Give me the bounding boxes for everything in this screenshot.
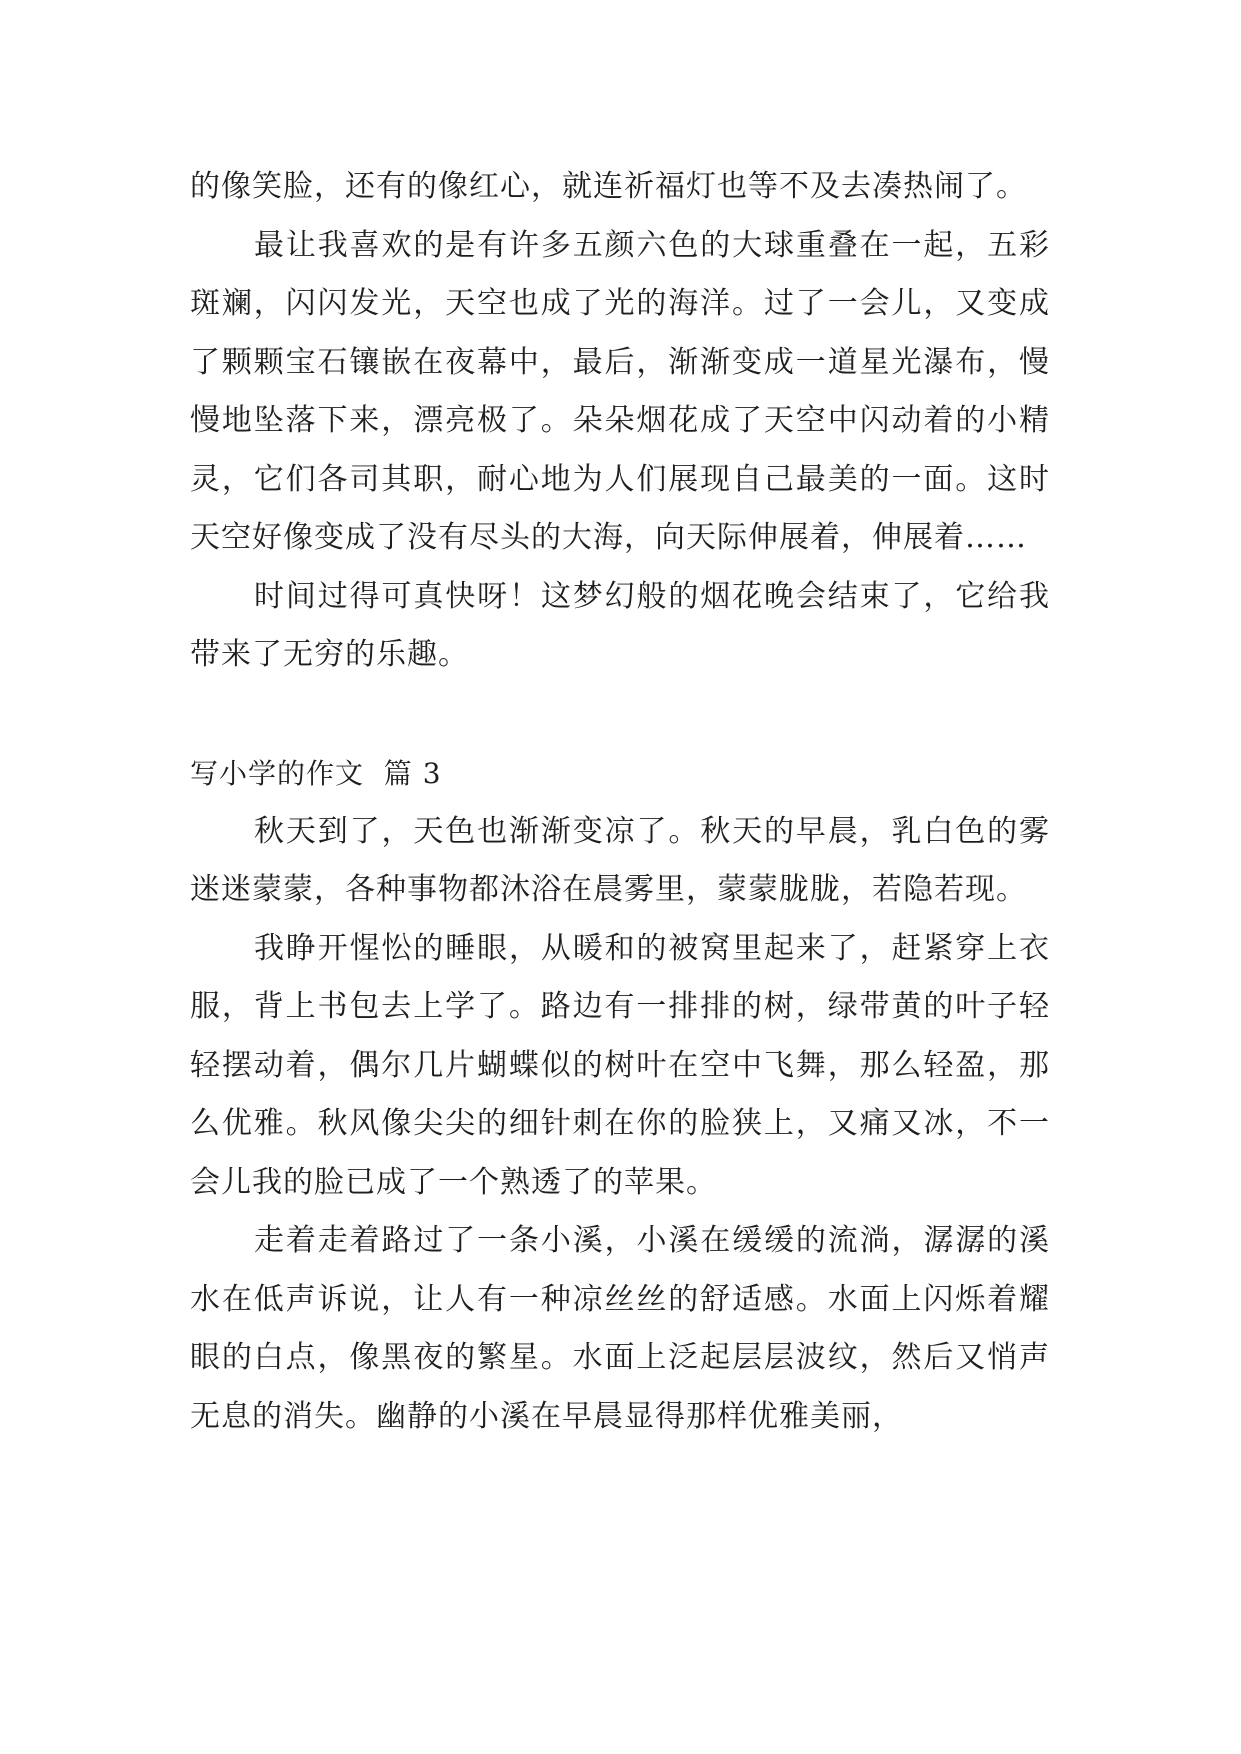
- section-spacer: [190, 685, 1050, 745]
- paragraph-way-to-school: 我睁开惺忪的睡眼，从暖和的被窝里起来了，赶紧穿上衣服，背上书包去上学了。路边有一排排的树，绿带黄的叶子轻轻摆动着，偶尔几片蝴蝶似的树叶在空中飞舞，那么轻盈，那么优雅。秋风像尖尖的细针刺在你的脸狭上，又痛又冰，不一会儿我的脸已成了一个熟透了的苹果。: [190, 930, 1050, 1200]
- paragraph-stream: 走着走着路过了一条小溪，小溪在缓缓的流淌，潺潺的溪水在低声诉说，让人有一种凉丝丝的舒适感。水面上闪烁着耀眼的白点，像黑夜的繁星。水面上泛起层层波纹，然后又悄声无息的消失。幽静的小溪在早晨显得那样优雅美丽，: [190, 1223, 1050, 1434]
- paragraph-fireworks: 最让我喜欢的是有许多五颜六色的大球重叠在一起，五彩斑斓，闪闪发光，天空也成了光的海洋。过了一会儿，又变成了颗颗宝石镶嵌在夜幕中，最后，渐渐变成一道星光瀑布，慢慢地坠落下来，漂亮极了。朵朵烟花成了天空中闪动着的小精灵，它们各司其职，耐心地为人们展现自己最美的一面。这时天空好像变成了没有尽头的大海，向天际伸展着，伸展着……: [190, 227, 1050, 555]
- paragraph-ending: 时间过得可真快呀！这梦幻般的烟花晚会结束了，它给我带来了无穷的乐趣。: [190, 578, 1050, 672]
- paragraph-autumn-morning: 秋天到了，天色也渐渐变凉了。秋天的早晨，乳白色的雾迷迷蒙蒙，各种事物都沐浴在晨雾里，蒙蒙胧胧，若隐若现。: [190, 813, 1050, 907]
- paragraph-continuation: 的像笑脸，还有的像红心，就连祈福灯也等不及去凑热闹了。: [190, 169, 1027, 204]
- section-title: 写小学的作文 篇 3: [190, 756, 442, 790]
- body-text: [190, 158, 1050, 1446]
